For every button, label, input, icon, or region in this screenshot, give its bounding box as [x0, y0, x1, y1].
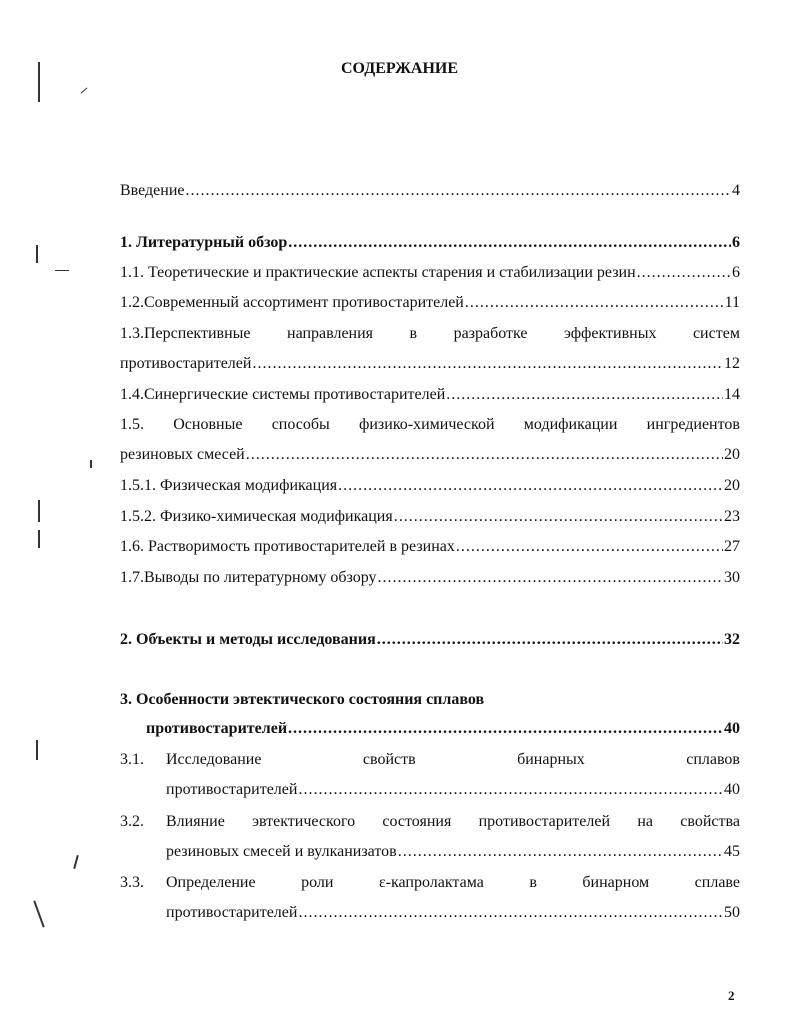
toc-entry-ch3-line1	[120, 690, 484, 710]
toc-label: противостарителей	[120, 355, 252, 372]
toc-word: 1.5.	[120, 416, 144, 433]
toc-entry-1-1	[120, 263, 740, 283]
toc-word: Основные	[173, 416, 243, 433]
toc-leader	[378, 568, 723, 588]
toc-word: модификации	[523, 416, 618, 433]
toc-entry-3-1-line1	[166, 750, 740, 770]
toc-entry-3-3-line2	[166, 903, 740, 923]
toc-word: в	[529, 874, 537, 891]
toc-entry-1-3-line1	[120, 324, 740, 344]
toc-leader	[246, 445, 723, 465]
toc-leader	[338, 476, 723, 496]
scan-artifact	[73, 855, 79, 869]
toc-word: на	[637, 813, 653, 830]
toc-label: 3. Особенности эвтектического состояния сплавов	[120, 691, 485, 708]
toc-page: 20	[724, 446, 740, 463]
toc-page: 4	[732, 182, 740, 199]
toc-leader	[298, 903, 723, 923]
toc-word: сплавов	[686, 751, 740, 768]
toc-word: эффективных	[563, 325, 657, 342]
toc-word: 1.3.Перспективные	[120, 325, 251, 342]
toc-label: 1.2.Современный ассортимент противостарителей	[120, 294, 464, 311]
page-title: СОДЕРЖАНИЕ	[340, 60, 459, 77]
toc-label: 2. Объекты и методы исследования	[120, 631, 376, 648]
toc-entry-1-2	[120, 293, 740, 313]
toc-label: резиновых смесей и вулканизатов	[166, 843, 397, 860]
toc-page: 40	[724, 781, 740, 798]
scan-artifact	[38, 500, 40, 522]
toc-word: эвтектического	[252, 813, 356, 830]
toc-word: ε-капролактама	[378, 874, 484, 891]
toc-page: 12	[724, 355, 740, 372]
toc-word: в	[409, 325, 418, 342]
toc-entry-ch3-line2	[146, 719, 740, 739]
scan-artifact	[55, 270, 69, 271]
toc-entry-intro	[120, 181, 740, 201]
toc-label: противостарителей	[146, 720, 288, 737]
toc-section-number: 3.3.	[120, 874, 144, 891]
toc-word: свойств	[362, 751, 416, 768]
toc-leader	[186, 181, 732, 201]
toc-page: 20	[724, 477, 740, 494]
scan-artifact	[38, 62, 40, 102]
toc-word: направления	[287, 325, 374, 342]
toc-section-number: 3.1.	[120, 751, 144, 768]
toc-entry-1-5-1	[120, 476, 740, 496]
scan-artifact	[36, 245, 38, 263]
toc-word: способы	[271, 416, 330, 433]
toc-label: резиновых смесей	[120, 446, 245, 463]
scan-artifact	[90, 460, 92, 468]
toc-word: свойства	[680, 813, 740, 830]
toc-entry-1-6	[120, 537, 740, 557]
toc-word: бинарном	[582, 874, 650, 891]
page-number: 2	[728, 988, 735, 1003]
toc-page: 30	[724, 569, 740, 586]
toc-page: 11	[724, 294, 740, 311]
toc-leader	[252, 354, 723, 374]
toc-entry-3-3-line1	[166, 873, 740, 893]
toc-entry-3-2-line2	[166, 842, 740, 862]
toc-entry-1-5-line2	[120, 445, 740, 465]
scan-artifact	[36, 740, 38, 760]
toc-leader	[398, 842, 723, 862]
toc-leader	[465, 293, 724, 313]
toc-entry-3-1-line2	[166, 780, 740, 800]
toc-label: 1.4.Синергические системы противостарителей	[120, 386, 446, 403]
scan-artifact	[81, 88, 88, 94]
toc-label: противостарителей	[166, 781, 298, 798]
toc-leader	[637, 263, 731, 283]
toc-page: 23	[724, 508, 740, 525]
toc-entry-ch2	[120, 630, 740, 650]
toc-leader	[298, 780, 723, 800]
toc-page: 6	[732, 234, 740, 251]
toc-leader	[394, 507, 723, 527]
toc-label: 1.5.2. Физико-химическая модификация	[120, 508, 393, 525]
toc-leader	[288, 233, 731, 253]
toc-word: Влияние	[166, 813, 225, 830]
toc-word: сплаве	[694, 874, 740, 891]
toc-label: 1.6. Растворимость противостарителей в резинах	[120, 538, 455, 555]
toc-page: 27	[724, 538, 740, 555]
toc-entry-1-4	[120, 385, 740, 405]
toc-word: Определение	[166, 874, 256, 891]
toc-word: состояния	[382, 813, 452, 830]
toc-word: физико-химической	[359, 416, 495, 433]
toc-word: разработке	[453, 325, 528, 342]
toc-label: противостарителей	[166, 904, 298, 921]
toc-label: 1.1. Теоретические и практические аспекты старения и стабилизации резин	[120, 264, 636, 281]
toc-page: 40	[724, 720, 740, 737]
toc-entry-1-3-line2	[120, 354, 740, 374]
toc-word: роли	[301, 874, 334, 891]
toc-entry-3-2-line1	[166, 812, 740, 832]
toc-section-number: 3.2.	[120, 813, 144, 830]
toc-leader	[446, 385, 723, 405]
toc-entry-ch1	[120, 233, 740, 253]
toc-entry-1-7	[120, 568, 740, 588]
toc-word: Исследование	[166, 751, 262, 768]
toc-label: 1.5.1. Физическая модификация	[120, 477, 338, 494]
toc-leader	[377, 630, 723, 650]
toc-label: 1.7.Выводы по литературному обзору	[120, 569, 377, 586]
toc-word: бинарных	[517, 751, 585, 768]
scan-artifact	[38, 530, 40, 548]
toc-page: 50	[724, 904, 740, 921]
toc-label: Введение	[120, 182, 185, 199]
toc-word: противостарителей	[478, 813, 611, 830]
scan-artifact	[33, 901, 44, 928]
toc-label: 1. Литературный обзор	[120, 234, 288, 251]
toc-leader	[288, 719, 723, 739]
toc-word: систем	[692, 325, 740, 342]
toc-page: 45	[724, 843, 740, 860]
toc-leader	[456, 537, 723, 557]
toc-page: 14	[724, 386, 740, 403]
toc-entry-1-5-2	[120, 507, 740, 527]
toc-word: ингредиентов	[646, 416, 740, 433]
toc-page: 32	[724, 631, 740, 648]
toc-page: 6	[732, 264, 740, 281]
toc-entry-1-5-line1	[120, 415, 740, 435]
